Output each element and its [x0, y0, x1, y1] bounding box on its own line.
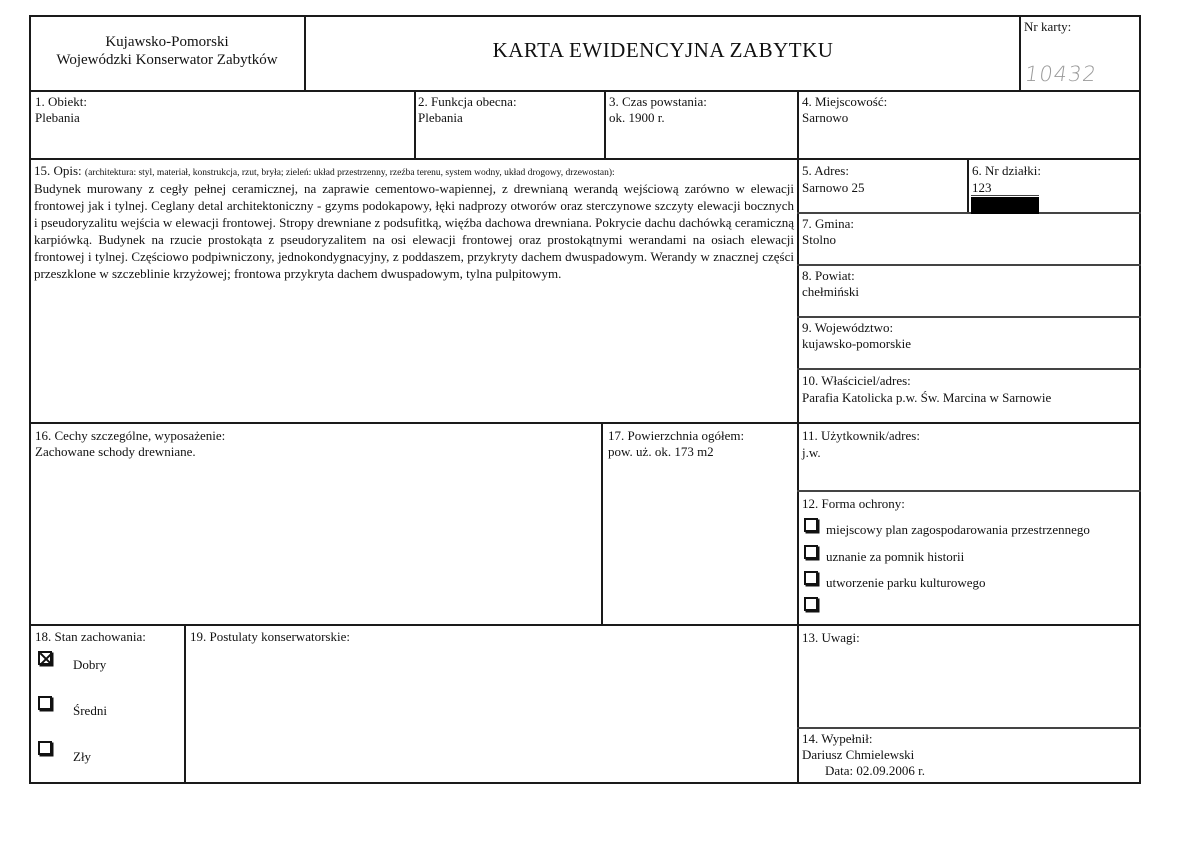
divider-dzialka	[967, 158, 969, 214]
wypelnil-name: Dariusz Chmielewski	[802, 747, 915, 762]
stan-label: 18. Stan zachowania:	[35, 629, 146, 644]
border-right	[1139, 15, 1141, 784]
adres-value: Sarnowo 25	[802, 180, 865, 195]
uzytkownik-value: j.w.	[802, 445, 821, 460]
adres-label: 5. Adres:	[802, 163, 849, 178]
cechy-label: 16. Cechy szczególne, wyposażenie:	[35, 428, 226, 443]
divider-right-column	[797, 90, 799, 784]
czas-value: ok. 1900 r.	[609, 110, 665, 125]
card-title: KARTA EWIDENCYJNA ZABYTKU	[492, 38, 834, 62]
card-no-handwritten: 10432	[1023, 62, 1099, 86]
dzialka-label: 6. Nr działki:	[972, 163, 1041, 178]
divider-uzytkownik	[797, 490, 1141, 492]
funkcja-label: 2. Funkcja obecna:	[418, 94, 517, 109]
stan-checkbox-sredni[interactable]	[38, 696, 52, 710]
stan-option-sredni: Średni	[73, 703, 107, 718]
border-left	[29, 15, 31, 784]
obiekt-label: 1. Obiekt:	[35, 94, 87, 109]
wojewodztwo-value: kujawsko-pomorskie	[802, 336, 912, 351]
wlasciciel-label: 10. Właściciel/adres:	[802, 373, 911, 388]
powierzchnia-label: 17. Powierzchnia ogółem:	[608, 428, 745, 443]
forma-checkbox-other[interactable]	[804, 597, 818, 611]
postulaty-label: 19. Postulaty konserwatorskie:	[190, 629, 350, 644]
forma-checkbox-pomnik[interactable]	[804, 545, 818, 559]
powierzchnia-value: pow. uż. ok. 173 m2	[608, 444, 714, 459]
forma-label: 12. Forma ochrony:	[802, 496, 905, 511]
dzialka-value: 123	[972, 180, 992, 195]
authority-line2: Wojewódzki Konserwator Zabytków	[56, 52, 278, 68]
divider-powiat	[797, 316, 1141, 318]
divider-funkcja	[604, 90, 606, 160]
forma-checkbox-park[interactable]	[804, 571, 818, 585]
divider-mid	[29, 624, 1141, 626]
divider-desc-bottom	[29, 422, 1141, 424]
forma-checkbox-plan[interactable]	[804, 518, 818, 532]
czas-label: 3. Czas powstania:	[609, 94, 707, 109]
divider-uwagi	[797, 727, 1141, 729]
authority-line1: Kujawsko-Pomorski	[105, 34, 229, 50]
redaction-bar	[971, 197, 1039, 214]
border-bottom	[29, 782, 1141, 784]
divider-cechy	[601, 422, 603, 626]
divider-obiekt	[414, 90, 416, 160]
gmina-value: Stolno	[802, 232, 836, 247]
wypelnil-label: 14. Wypełnił:	[802, 731, 873, 746]
divider-header	[29, 90, 1141, 92]
funkcja-value: Plebania	[418, 110, 463, 125]
opis-sublabel: (architektura: styl, materiał, konstrukcja, rzut, bryła; zieleń: układ przestrzenny, rzeźba terenu, system wodny, układ drogowy, drzewostan):	[84, 168, 615, 178]
card-no-label: Nr karty:	[1024, 19, 1072, 34]
divider-gmina	[797, 264, 1141, 266]
forma-option-pomnik: uznanie za pomnik historii	[826, 549, 965, 564]
divider-wojewodztwo	[797, 368, 1141, 370]
opis-text: Budynek murowany z cegły pełnej ceramicznej, na zaprawie cementowo-wapiennej, z drewnianą werandą wejściową zarówno w elewacji frontowej jak i tylnej. Ceglany detal architektoniczny - gzyms podokapowy, łęki nadprozy otworów oraz sterczynowe szczyty elewacji bocznych i pseudoryzalitu wejścia w elewacji frontowej. Stropy drewniane z podsufitką, więźba dachowa drewniana. Pokrycie dachu dachówką ceramiczną karpiówką. Budynek na rzucie prostokąta z pseudoryzalitem na osi elewacji frontowej oraz prostokątnymi werandami na osiach elewacji frontowej i tylnej. Częściowo podpiwniczony, jednokondygnacyjny, z poddaszem, przykryty dachem dwuspadowym. Werandy w znacznej części przeszklone w szczeblinie krzyżowej; frontowa przykryta dachem dwuspadowym, tylna pulpitowym.	[34, 181, 794, 281]
stan-option-zly: Zły	[73, 749, 92, 764]
stan-checkbox-zly[interactable]	[38, 741, 52, 755]
border-top	[29, 15, 1141, 17]
stan-checkbox-dobry[interactable]	[38, 651, 52, 665]
wypelnil-date: Data: 02.09.2006 r.	[825, 763, 926, 778]
forma-option-park: utworzenie parku kulturowego	[826, 575, 986, 590]
miejscowosc-value: Sarnowo	[802, 110, 849, 125]
miejscowosc-label: 4. Miejscowość:	[802, 94, 888, 109]
divider-row1-right	[797, 158, 1141, 160]
uzytkownik-label: 11. Użytkownik/adres:	[802, 428, 920, 443]
opis-label-main: 15. Opis:	[34, 163, 82, 178]
powiat-label: 8. Powiat:	[802, 268, 855, 283]
wojewodztwo-label: 9. Województwo:	[802, 320, 894, 335]
gmina-label: 7. Gmina:	[802, 216, 854, 231]
stan-option-dobry: Dobry	[73, 657, 107, 672]
cechy-value: Zachowane schody drewniane.	[35, 444, 196, 459]
authority-block	[30, 33, 304, 69]
obiekt-value: Plebania	[35, 110, 80, 125]
divider-adres	[797, 212, 1141, 214]
powiat-value: chełmiński	[802, 284, 860, 299]
divider-stan	[184, 624, 186, 784]
opis-label	[34, 163, 615, 179]
wlasciciel-value: Parafia Katolicka p.w. Św. Marcina w Sarnowie	[802, 390, 1052, 405]
dzialka-underline	[971, 195, 1039, 196]
forma-option-plan: miejscowy plan zagospodarowania przestrzennego	[826, 522, 1090, 537]
uwagi-label: 13. Uwagi:	[802, 630, 860, 645]
